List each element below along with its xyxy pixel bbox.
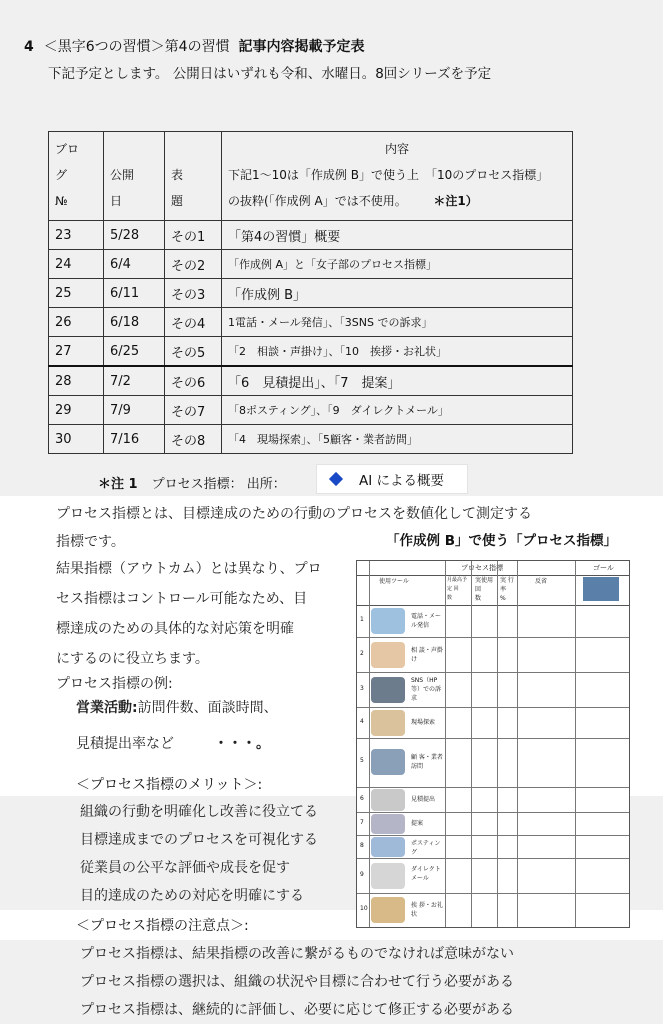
table-row (49, 279, 573, 308)
cell-date: 7/2 (104, 366, 165, 396)
mail-icon (371, 863, 405, 889)
table-row (49, 221, 573, 250)
col-target (447, 576, 467, 603)
example-title: プロセス指標の例: (56, 676, 173, 692)
row-label: 電話・メール発信 (411, 613, 442, 629)
estimate-icon (371, 789, 405, 811)
col-text: 実使用 (475, 577, 494, 584)
overview-paragraph (56, 554, 322, 674)
cell-title: その1 (165, 221, 222, 250)
paragraph-line: セス指標はコントロール可能なため、目 (56, 591, 308, 607)
header-note: ＊注1） (433, 194, 478, 208)
header-text: 表 (171, 168, 184, 182)
row-number: 1 (360, 616, 364, 623)
col-text: 実 行 (500, 577, 514, 584)
row-label: 現場探索 (411, 719, 436, 726)
header-content (222, 132, 573, 221)
col-text: 定 回 (447, 586, 459, 592)
col-rate (500, 576, 514, 603)
sheet-row (357, 708, 629, 739)
posting-icon (371, 837, 405, 857)
process-indicator-sheet (356, 560, 630, 928)
caution-item: プロセス指標は、結果指標の改善に繋がるものでなければ意味がない (80, 946, 514, 962)
note-label: ＊注 1 (98, 477, 138, 492)
row-number: 3 (360, 685, 364, 692)
table-row (49, 396, 573, 425)
row-label: 提案 (411, 820, 424, 827)
cell-no: 28 (49, 366, 104, 396)
sheet-header (357, 561, 629, 576)
schedule-table (48, 131, 573, 454)
cell-no: 29 (49, 396, 104, 425)
cell-content: 「8ポスティング」、「9 ダイレクトメール」 (222, 396, 573, 425)
sheet-row (357, 788, 629, 813)
cautions-list (80, 940, 514, 1024)
sheet-column-headers (357, 575, 629, 606)
cell-date: 6/11 (104, 279, 165, 308)
col-text: 月最高予 (447, 577, 468, 583)
example-text: 訪問件数、面談時間、 (137, 700, 278, 716)
header-date (104, 132, 165, 221)
merit-item: 従業員の公平な評価や成長を促す (80, 860, 290, 876)
cell-date: 6/4 (104, 250, 165, 279)
row-number: 8 (360, 842, 364, 849)
section-number: 4 (24, 39, 34, 55)
sparkle-icon (329, 472, 343, 486)
col-text: 数 (475, 595, 482, 602)
table-row (49, 366, 573, 396)
example-text-2: 見積提出率など (76, 736, 174, 752)
cautions-title: ＜プロセス指標の注意点＞: (76, 918, 249, 934)
row-label: 見積提出 (411, 796, 436, 803)
sheet-row (357, 739, 629, 788)
header-title (165, 132, 222, 221)
cell-content: 「4 現場探索」、「5顧客・業者訪問」 (222, 425, 573, 454)
col-tool: 使用ツール (379, 578, 409, 585)
header-blog-no (49, 132, 104, 221)
title-bold: 記事内容掲載予定表 (238, 39, 365, 55)
merit-item: 目標達成までのプロセスを可視化する (80, 832, 318, 848)
sns-icon (371, 677, 405, 703)
cell-title: その3 (165, 279, 222, 308)
sheet-row (357, 638, 629, 673)
header-text: № (55, 194, 68, 208)
sheet-row (357, 836, 629, 859)
row-number: 5 (360, 757, 364, 764)
example-dots: ・・・。 (214, 736, 270, 752)
ai-overview-label: AI による概要 (359, 473, 445, 489)
cell-date: 7/9 (104, 396, 165, 425)
merits-list (80, 798, 318, 910)
row-number: 6 (360, 795, 364, 802)
header-text: ブロ (55, 142, 80, 156)
visit-icon (371, 749, 405, 775)
row-number: 10 (360, 905, 368, 912)
cell-content: 1電話・メール発信」、「3SNS での訴求」 (222, 308, 573, 337)
cell-no: 26 (49, 308, 104, 337)
table-row (49, 250, 573, 279)
subtitle: 下記予定とします。 公開日はいずれも令和、水曜日。8回シリーズを予定 (48, 66, 492, 82)
header-text: グ (55, 168, 68, 182)
sheet-row (357, 894, 629, 926)
row-number: 7 (360, 819, 364, 826)
row-label: 相 談・声掛け (411, 647, 443, 663)
paragraph-line: にするのに役立ちます。 (56, 651, 209, 667)
cell-no: 27 (49, 337, 104, 367)
paragraph-line: 結果指標（アウトカム）とは異なり、プロ (56, 561, 322, 577)
col-text: 率 (500, 586, 507, 593)
paragraph-line: 標達成のための具体的な対応策を明確 (56, 621, 294, 637)
cell-date: 5/28 (104, 221, 165, 250)
col-text: 数 (447, 595, 453, 601)
goal-image (583, 577, 619, 601)
merit-item: 組織の行動を明確化し改善に役立てる (80, 804, 318, 820)
cell-title: その7 (165, 396, 222, 425)
cell-title: その5 (165, 337, 222, 367)
row-label: ダイレクトメール (411, 866, 441, 882)
row-label: 顧 客・業者訪問 (411, 754, 443, 770)
figure-title: 「作成例 B」で使う「プロセス指標」 (386, 533, 617, 549)
merit-item: 目的達成のための対応を明確にする (80, 888, 304, 904)
col-text: 回 (475, 586, 482, 593)
header-text: 公開 (110, 168, 135, 182)
cell-content: 「作成例 A」と「女子部のプロセス指標」 (222, 250, 573, 279)
proposal-icon (371, 814, 405, 834)
cell-title: その4 (165, 308, 222, 337)
row-number: 4 (360, 718, 364, 725)
cell-title: その8 (165, 425, 222, 454)
cell-date: 6/25 (104, 337, 165, 367)
row-number: 2 (360, 650, 364, 657)
row-label: ポスティング (411, 840, 441, 856)
cell-content: 「6 見積提出」、「7 提案」 (222, 366, 573, 396)
table-row (49, 337, 573, 367)
example-line (76, 694, 278, 722)
sheet-row (357, 859, 629, 894)
caution-item: プロセス指標は、継続的に評価し、必要に応じて修正する必要がある (80, 1002, 514, 1018)
sheet-title: プロセス指標 (461, 564, 503, 572)
cell-date: 6/18 (104, 308, 165, 337)
page-title (24, 36, 364, 56)
row-label: 挨 拶・お礼状 (411, 902, 443, 918)
col-actual (475, 576, 493, 603)
header-text: の抜粋(「作成例 A」では不使用。 (228, 194, 407, 208)
phone-icon (371, 608, 405, 634)
note-1 (98, 473, 286, 492)
col-reflect: 反省 (535, 578, 548, 585)
header-text: 内容 (384, 142, 409, 156)
title-part: ＜黒字6つの習慣＞第4の習慣 (43, 39, 230, 55)
example-label: 営業活動: (76, 700, 138, 716)
merits-title: ＜プロセス指標のメリット＞: (76, 777, 263, 793)
cell-content: 「第4の習慣」概要 (222, 221, 573, 250)
cell-no: 25 (49, 279, 104, 308)
sheet-row (357, 813, 629, 836)
cell-date: 7/16 (104, 425, 165, 454)
sheet-goal: ゴール (593, 564, 614, 572)
cell-no: 30 (49, 425, 104, 454)
cell-no: 23 (49, 221, 104, 250)
ai-overview-button[interactable] (316, 464, 468, 494)
overview-line-1: プロセス指標とは、目標達成のための行動のプロセスを数値化して測定する (56, 506, 532, 522)
row-number: 9 (360, 871, 364, 878)
caution-item: プロセス指標の選択は、組織の状況や目標に合わせて行う必要がある (80, 974, 514, 990)
site-search-icon (371, 710, 405, 736)
cell-content: 「作成例 B」 (222, 279, 573, 308)
col-text: % (500, 595, 506, 602)
table-row (49, 308, 573, 337)
table-header-row (49, 132, 573, 221)
cell-no: 24 (49, 250, 104, 279)
note-text: プロセス指標： 出所： (151, 477, 286, 492)
consultation-icon (371, 642, 405, 668)
thanks-card-icon (371, 897, 405, 923)
header-text: 日 (110, 194, 123, 208)
table-row (49, 425, 573, 454)
cell-title: その2 (165, 250, 222, 279)
header-text: 題 (171, 194, 184, 208)
example-line-2 (76, 730, 270, 758)
header-text: 下記1～10は「作成例 B」で使う上 「10のプロセス指標」 (228, 168, 549, 182)
sheet-row (357, 605, 629, 638)
cell-content: 「2 相談・声掛け」、「10 挨拶・お礼状」 (222, 337, 573, 367)
row-label: SNS（HP等）での訴求 (411, 677, 442, 702)
sheet-row (357, 673, 629, 708)
cell-title: その6 (165, 366, 222, 396)
overview-line-2: 指標です。 (56, 534, 125, 550)
